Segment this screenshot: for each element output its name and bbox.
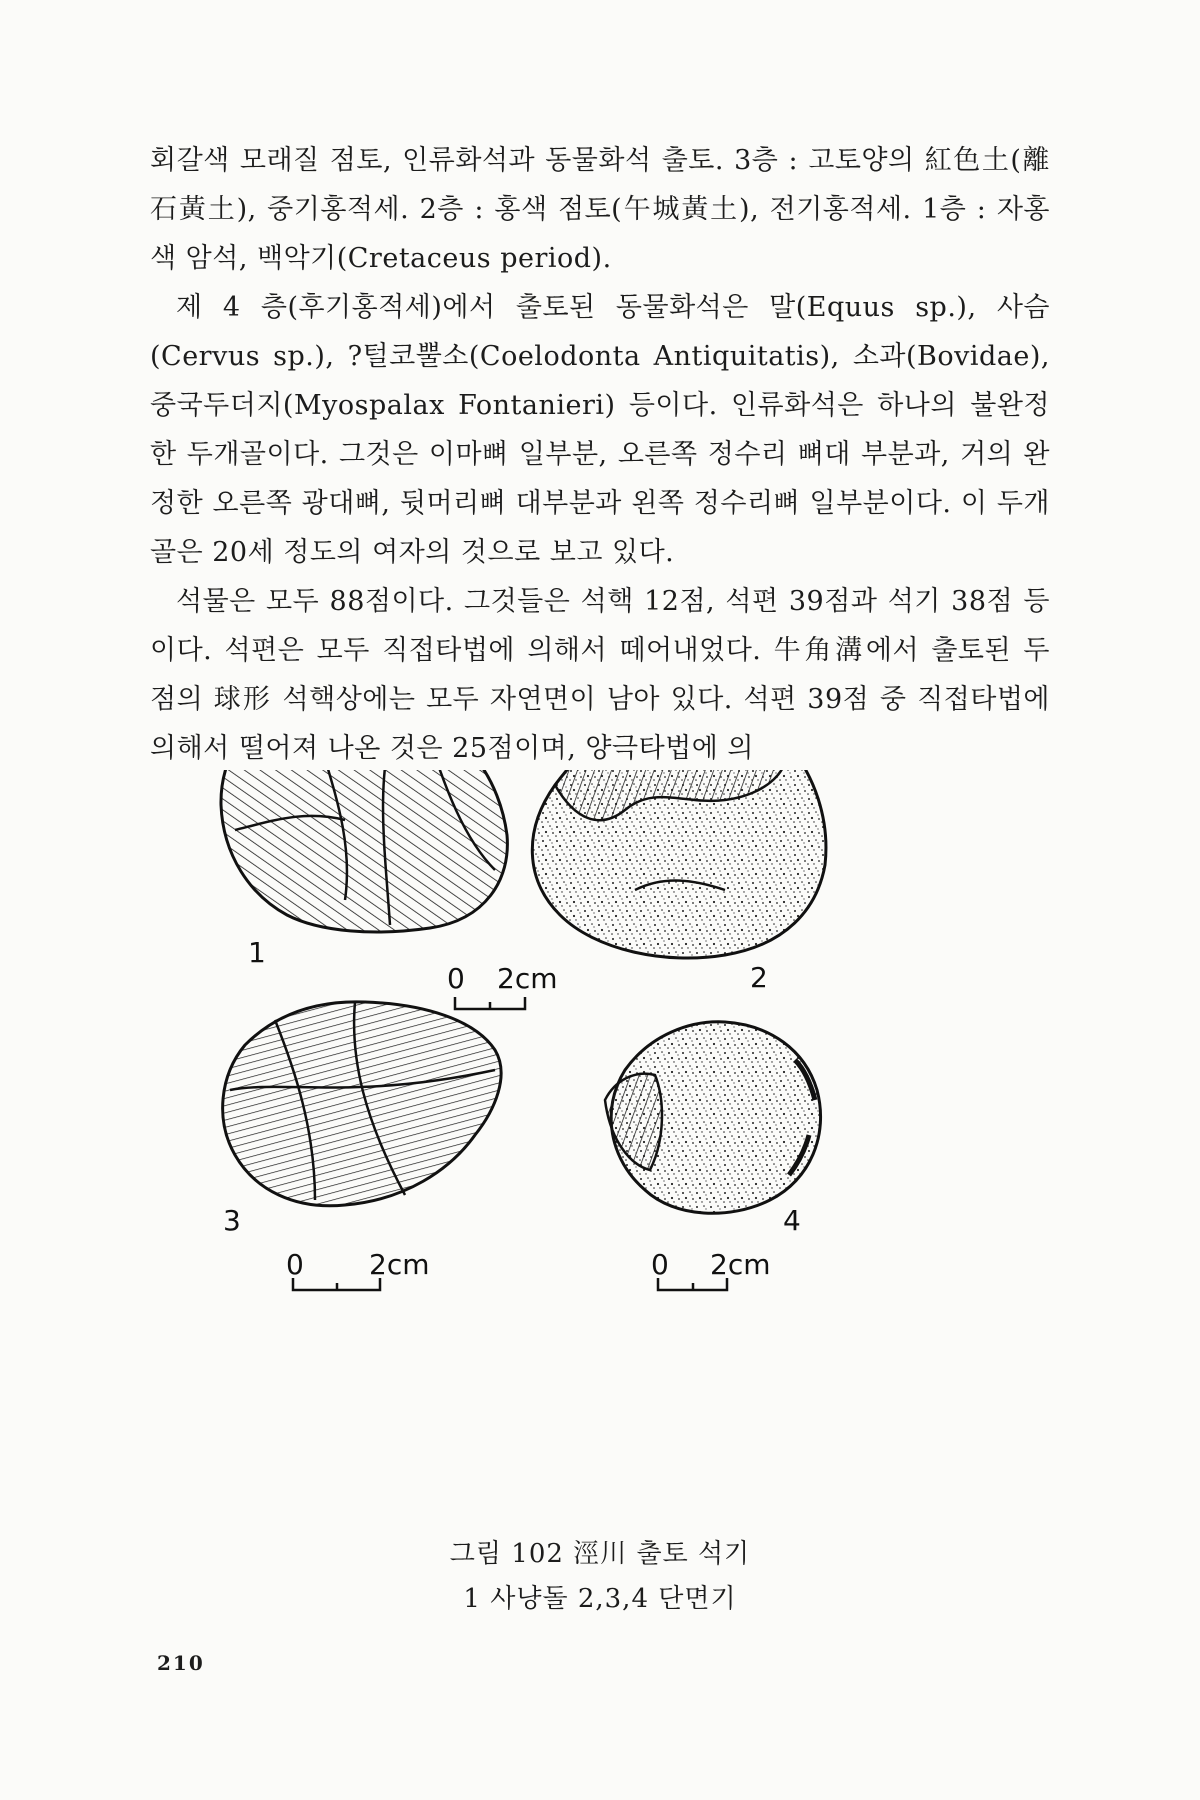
scale-top-value: 2cm <box>497 962 558 995</box>
artifact-3-drawing <box>223 1002 501 1206</box>
scale-top-zero: 0 <box>447 962 465 995</box>
scale-bar-top <box>455 997 525 1009</box>
paragraph-2: 제 4 층(후기홍적세)에서 출토된 동물화석은 말(Equus sp.), 사슴(Cervus sp.), ?털코뿔소(Coelodonta Antiquitatis), 소과(Bovidae), 중국두더지(Myospalax Fontanieri) 등이다. 인류화석은 하나의 불완정한 두개골이다. 그것은 이마뼈 일부분, 오른쪽 정수리 뼈대 부분과, 거의 완정한 오른쪽 광대뼈, 뒷머리뼈 대부분과 왼쪽 정수리뼈 일부분이다. 이 두개골은 20세 정도의 여자의 것으로 보고 있다. <box>150 292 1050 568</box>
figure-caption-line2: 1 사냥돌 2,3,4 단면기 <box>463 1584 737 1614</box>
item-number-1: 1 <box>248 936 266 969</box>
scale-left-zero: 0 <box>286 1248 304 1281</box>
page-number: 210 <box>157 1651 205 1675</box>
body-text <box>150 136 1050 773</box>
scale-bar-left <box>293 1278 380 1290</box>
figure-drawing <box>205 770 975 1500</box>
artifact-4-drawing <box>605 1022 821 1213</box>
paragraph-3: 석물은 모두 88점이다. 그것들은 석핵 12점, 석편 39점과 석기 38점 등이다. 석편은 모두 직접타법에 의해서 떼어내었다. 牛角溝에서 출토된 두 점의 球形 석핵상에는 모두 자연면이 남아 있다. 석편 39점 중 직접타법에 의해서 떨어져 나온 것은 25점이며, 양극타법에 의 <box>150 586 1050 764</box>
item-number-2: 2 <box>750 961 768 994</box>
artifact-2-drawing <box>532 770 826 958</box>
scale-left-value: 2cm <box>369 1248 430 1281</box>
figure-caption-line1: 그림 102 涇川 출토 석기 <box>449 1539 751 1569</box>
paragraph-1: 회갈색 모래질 점토, 인류화석과 동물화석 출토. 3층 : 고토양의 紅色土(離石黃土), 중기홍적세. 2층 : 홍색 점토(午城黃土), 전기홍적세. 1층 : 자홍색 암석, 백악기(Cretaceus period). <box>150 145 1050 274</box>
scale-right-zero: 0 <box>651 1248 669 1281</box>
item-number-3: 3 <box>223 1204 241 1237</box>
item-number-4: 4 <box>783 1204 801 1237</box>
scale-right-value: 2cm <box>710 1248 771 1281</box>
artifact-1-drawing <box>221 770 507 932</box>
figure-stone-tools <box>205 770 975 1500</box>
